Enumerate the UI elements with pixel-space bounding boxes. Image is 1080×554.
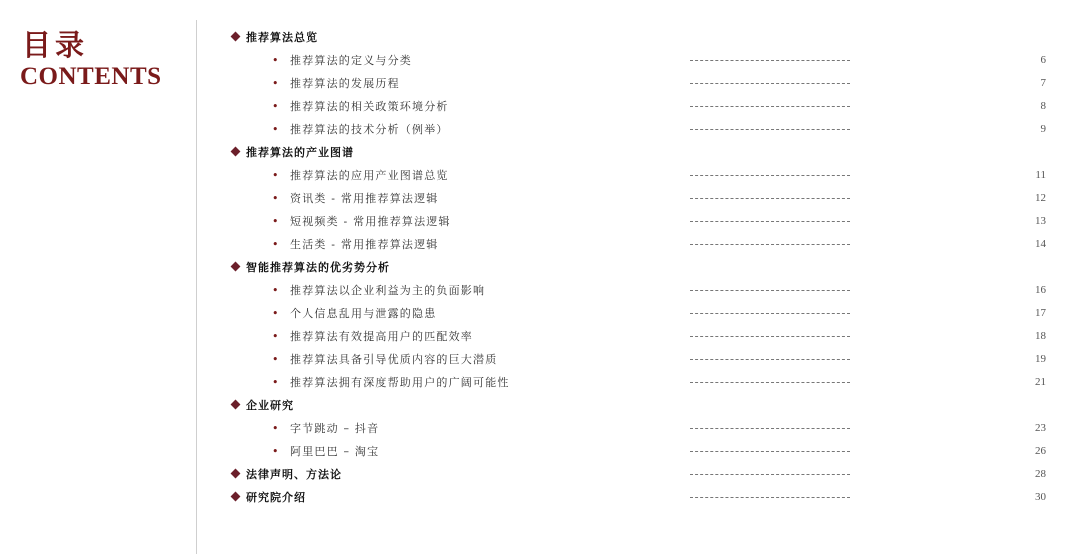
toc-page-number: 9 bbox=[1040, 123, 1046, 135]
toc-item-row[interactable] bbox=[232, 164, 1052, 187]
toc-item-row[interactable] bbox=[232, 95, 1052, 118]
toc-item-row[interactable] bbox=[232, 348, 1052, 371]
dotted-leader bbox=[690, 60, 850, 61]
dot-bullet-icon: • bbox=[272, 192, 279, 205]
dotted-leader bbox=[690, 382, 850, 383]
toc-item-label: 字节跳动 – 抖音 bbox=[290, 422, 380, 435]
toc-page-number: 18 bbox=[1035, 330, 1046, 342]
toc-item-label: 资讯类 - 常用推荐算法逻辑 bbox=[290, 192, 439, 205]
toc-section-title bbox=[232, 256, 390, 279]
dotted-leader bbox=[690, 359, 850, 360]
toc-item-label: 阿里巴巴 – 淘宝 bbox=[290, 445, 380, 458]
dotted-leader bbox=[690, 198, 850, 199]
dot-bullet-icon: • bbox=[272, 445, 279, 458]
dotted-leader bbox=[690, 290, 850, 291]
diamond-bullet-icon bbox=[231, 469, 241, 479]
diamond-bullet-icon bbox=[231, 32, 241, 42]
toc-page-number: 11 bbox=[1035, 169, 1046, 181]
toc-section-title bbox=[232, 141, 354, 164]
dot-bullet-icon: • bbox=[272, 307, 279, 320]
diamond-bullet-icon bbox=[231, 147, 241, 157]
toc-item-label: 推荐算法的定义与分类 bbox=[290, 54, 412, 67]
dot-bullet-icon: • bbox=[272, 376, 279, 389]
toc-section-title bbox=[232, 394, 294, 417]
dot-bullet-icon: • bbox=[272, 100, 279, 113]
toc-section-title bbox=[232, 26, 318, 49]
table-of-contents bbox=[232, 26, 1052, 509]
toc-item-label: 生活类 - 常用推荐算法逻辑 bbox=[290, 238, 439, 251]
toc-item-row[interactable] bbox=[232, 325, 1052, 348]
toc-section-row[interactable] bbox=[232, 256, 1052, 279]
toc-item-label: 推荐算法拥有深度帮助用户的广阔可能性 bbox=[290, 376, 510, 389]
dotted-leader bbox=[690, 221, 850, 222]
toc-page-number: 13 bbox=[1035, 215, 1046, 227]
dot-bullet-icon: • bbox=[272, 123, 279, 136]
toc-section-row[interactable] bbox=[232, 141, 1052, 164]
toc-item-row[interactable] bbox=[232, 187, 1052, 210]
dot-bullet-icon: • bbox=[272, 330, 279, 343]
title-english: CONTENTS bbox=[20, 63, 162, 90]
dot-bullet-icon: • bbox=[272, 238, 279, 251]
toc-item-row[interactable] bbox=[232, 440, 1052, 463]
toc-item-row[interactable] bbox=[232, 72, 1052, 95]
dotted-leader bbox=[690, 428, 850, 429]
toc-item-label: 个人信息乱用与泄露的隐患 bbox=[290, 307, 437, 320]
toc-page-number: 23 bbox=[1035, 422, 1046, 434]
dotted-leader bbox=[690, 313, 850, 314]
dotted-leader bbox=[690, 106, 850, 107]
toc-item-row[interactable] bbox=[232, 279, 1052, 302]
toc-item-row[interactable] bbox=[232, 417, 1052, 440]
toc-page-number: 21 bbox=[1035, 376, 1046, 388]
toc-section-label: 推荐算法的产业图谱 bbox=[246, 146, 354, 159]
toc-item-label: 推荐算法具备引导优质内容的巨大潜质 bbox=[290, 353, 498, 366]
dotted-leader bbox=[690, 474, 850, 475]
dot-bullet-icon: • bbox=[272, 215, 279, 228]
toc-section-title bbox=[232, 486, 306, 509]
dot-bullet-icon: • bbox=[272, 54, 279, 67]
toc-page-number: 12 bbox=[1035, 192, 1046, 204]
toc-item-label: 推荐算法的发展历程 bbox=[290, 77, 400, 90]
toc-page-number: 6 bbox=[1040, 54, 1046, 66]
dotted-leader bbox=[690, 497, 850, 498]
diamond-bullet-icon bbox=[231, 400, 241, 410]
toc-page-number: 17 bbox=[1035, 307, 1046, 319]
vertical-divider bbox=[196, 20, 197, 554]
toc-item-row[interactable] bbox=[232, 118, 1052, 141]
toc-section-row[interactable] bbox=[232, 463, 1052, 486]
toc-section-row[interactable] bbox=[232, 486, 1052, 509]
toc-section-label: 企业研究 bbox=[246, 399, 294, 412]
title-block bbox=[20, 28, 180, 92]
dotted-leader bbox=[690, 336, 850, 337]
dot-bullet-icon: • bbox=[272, 353, 279, 366]
toc-item-label: 推荐算法有效提高用户的匹配效率 bbox=[290, 330, 473, 343]
dotted-leader bbox=[690, 451, 850, 452]
dot-bullet-icon: • bbox=[272, 284, 279, 297]
toc-item-row[interactable] bbox=[232, 49, 1052, 72]
dot-bullet-icon: • bbox=[272, 77, 279, 90]
dotted-leader bbox=[690, 244, 850, 245]
toc-item-label: 推荐算法的技术分析（例举） bbox=[290, 123, 449, 136]
toc-page-number: 16 bbox=[1035, 284, 1046, 296]
dot-bullet-icon: • bbox=[272, 422, 279, 435]
toc-item-row[interactable] bbox=[232, 233, 1052, 256]
toc-section-row[interactable] bbox=[232, 26, 1052, 49]
dotted-leader bbox=[690, 83, 850, 84]
diamond-bullet-icon bbox=[231, 492, 241, 502]
title-chinese: 目录 bbox=[22, 28, 89, 62]
toc-section-row[interactable] bbox=[232, 394, 1052, 417]
dot-bullet-icon: • bbox=[272, 169, 279, 182]
toc-item-label: 推荐算法的相关政策环境分析 bbox=[290, 100, 449, 113]
toc-item-label: 推荐算法的应用产业图谱总览 bbox=[290, 169, 449, 182]
toc-section-label: 研究院介绍 bbox=[246, 491, 306, 504]
toc-section-label: 智能推荐算法的优劣势分析 bbox=[246, 261, 390, 274]
toc-item-row[interactable] bbox=[232, 302, 1052, 325]
toc-page-number: 28 bbox=[1035, 468, 1046, 480]
toc-page-number: 7 bbox=[1040, 77, 1046, 89]
toc-page-number: 8 bbox=[1040, 100, 1046, 112]
toc-page-number: 30 bbox=[1035, 491, 1046, 503]
toc-page-number: 19 bbox=[1035, 353, 1046, 365]
toc-item-row[interactable] bbox=[232, 210, 1052, 233]
toc-item-label: 短视频类 - 常用推荐算法逻辑 bbox=[290, 215, 451, 228]
toc-page-number: 14 bbox=[1035, 238, 1046, 250]
toc-section-label: 法律声明、方法论 bbox=[246, 468, 342, 481]
toc-item-row[interactable] bbox=[232, 371, 1052, 394]
toc-item-label: 推荐算法以企业利益为主的负面影响 bbox=[290, 284, 486, 297]
toc-section-label: 推荐算法总览 bbox=[246, 31, 318, 44]
diamond-bullet-icon bbox=[231, 262, 241, 272]
dotted-leader bbox=[690, 175, 850, 176]
toc-page-number: 26 bbox=[1035, 445, 1046, 457]
toc-section-title bbox=[232, 463, 342, 486]
dotted-leader bbox=[690, 129, 850, 130]
